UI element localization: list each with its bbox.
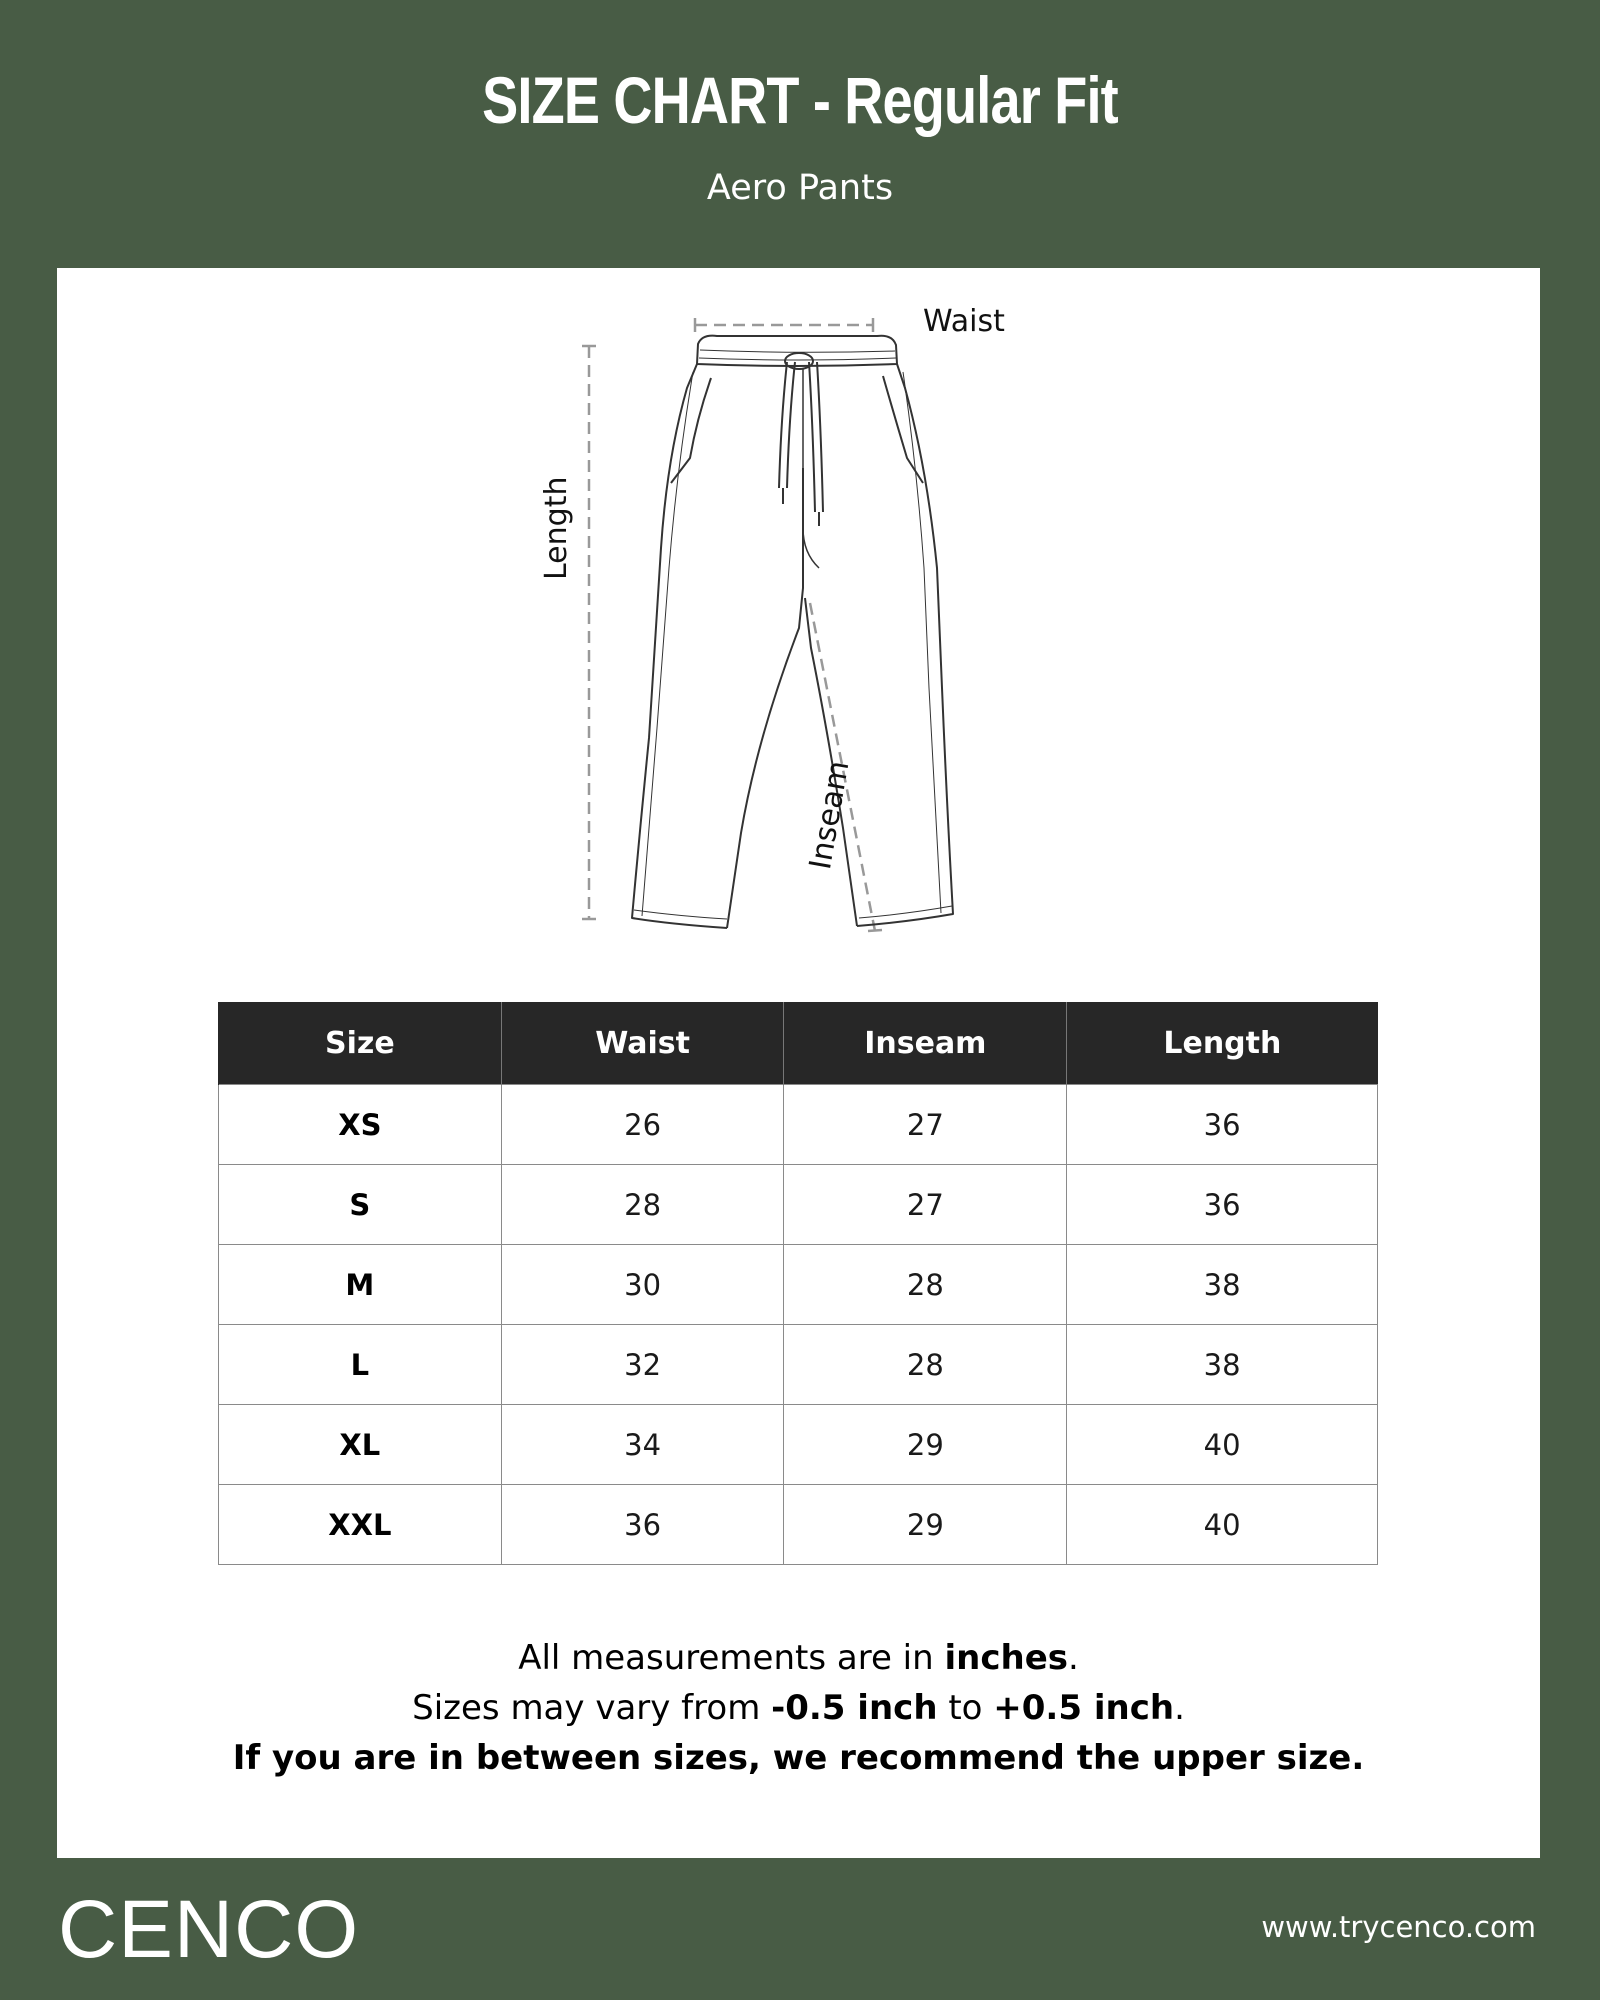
length-label: Length <box>539 476 574 580</box>
table-row <box>219 1085 1378 1165</box>
note-units-bold: inches <box>944 1638 1068 1678</box>
table-row <box>219 1245 1378 1325</box>
table-row <box>219 1325 1378 1405</box>
content-panel <box>57 268 1540 1858</box>
waist-cell: 28 <box>501 1165 784 1245</box>
table-row <box>219 1165 1378 1245</box>
column-header-length: Length <box>1067 1002 1378 1085</box>
size-cell: M <box>219 1245 502 1325</box>
inseam-cell: 27 <box>784 1085 1067 1165</box>
length-cell: 38 <box>1067 1245 1378 1325</box>
size-cell: XXL <box>219 1485 502 1565</box>
waist-cell: 30 <box>501 1245 784 1325</box>
inseam-cell: 27 <box>784 1165 1067 1245</box>
note-tolerance <box>57 1688 1540 1728</box>
table-row <box>219 1405 1378 1485</box>
column-header-size: Size <box>219 1002 502 1085</box>
length-cell: 38 <box>1067 1325 1378 1405</box>
note-tolerance-max: +0.5 inch <box>993 1688 1175 1728</box>
page-subtitle: Aero Pants <box>706 168 894 208</box>
length-cell: 36 <box>1067 1165 1378 1245</box>
pants-diagram <box>57 268 1540 968</box>
note-tolerance-end: . <box>1174 1688 1185 1728</box>
note-tolerance-text: Sizes may vary from <box>412 1688 772 1728</box>
column-header-waist: Waist <box>501 1002 784 1085</box>
waist-cell: 36 <box>501 1485 784 1565</box>
inseam-cell: 28 <box>784 1325 1067 1405</box>
page-title: SIZE CHART - Regular Fit <box>482 63 1118 137</box>
waist-cell: 34 <box>501 1405 784 1485</box>
length-cell: 40 <box>1067 1485 1378 1565</box>
size-cell: S <box>219 1165 502 1245</box>
waist-label: Waist <box>923 304 1005 339</box>
table-row <box>219 1485 1378 1565</box>
length-cell: 40 <box>1067 1405 1378 1485</box>
size-table <box>218 1002 1378 1565</box>
inseam-cell: 29 <box>784 1485 1067 1565</box>
pants-outline <box>632 336 953 928</box>
size-cell: XL <box>219 1405 502 1485</box>
inseam-label: Inseam <box>803 758 857 873</box>
brand-logo: CENCO <box>58 1884 360 1975</box>
column-header-inseam: Inseam <box>784 1002 1067 1085</box>
table-header-row <box>219 1002 1378 1085</box>
inseam-cell: 28 <box>784 1245 1067 1325</box>
note-recommendation: If you are in between sizes, we recommend the upper size. <box>232 1738 1365 1778</box>
note-tolerance-mid: to <box>937 1688 994 1728</box>
note-units-text: All measurements are in <box>518 1638 945 1678</box>
note-tolerance-min: -0.5 inch <box>771 1688 938 1728</box>
note-units <box>57 1638 1540 1678</box>
size-cell: XS <box>219 1085 502 1165</box>
waist-cell: 26 <box>501 1085 784 1165</box>
waist-cell: 32 <box>501 1325 784 1405</box>
size-cell: L <box>219 1325 502 1405</box>
length-cell: 36 <box>1067 1085 1378 1165</box>
inseam-cell: 29 <box>784 1405 1067 1485</box>
note-units-end: . <box>1067 1638 1079 1678</box>
website-link[interactable]: www.trycenco.com <box>1261 1910 1536 1944</box>
